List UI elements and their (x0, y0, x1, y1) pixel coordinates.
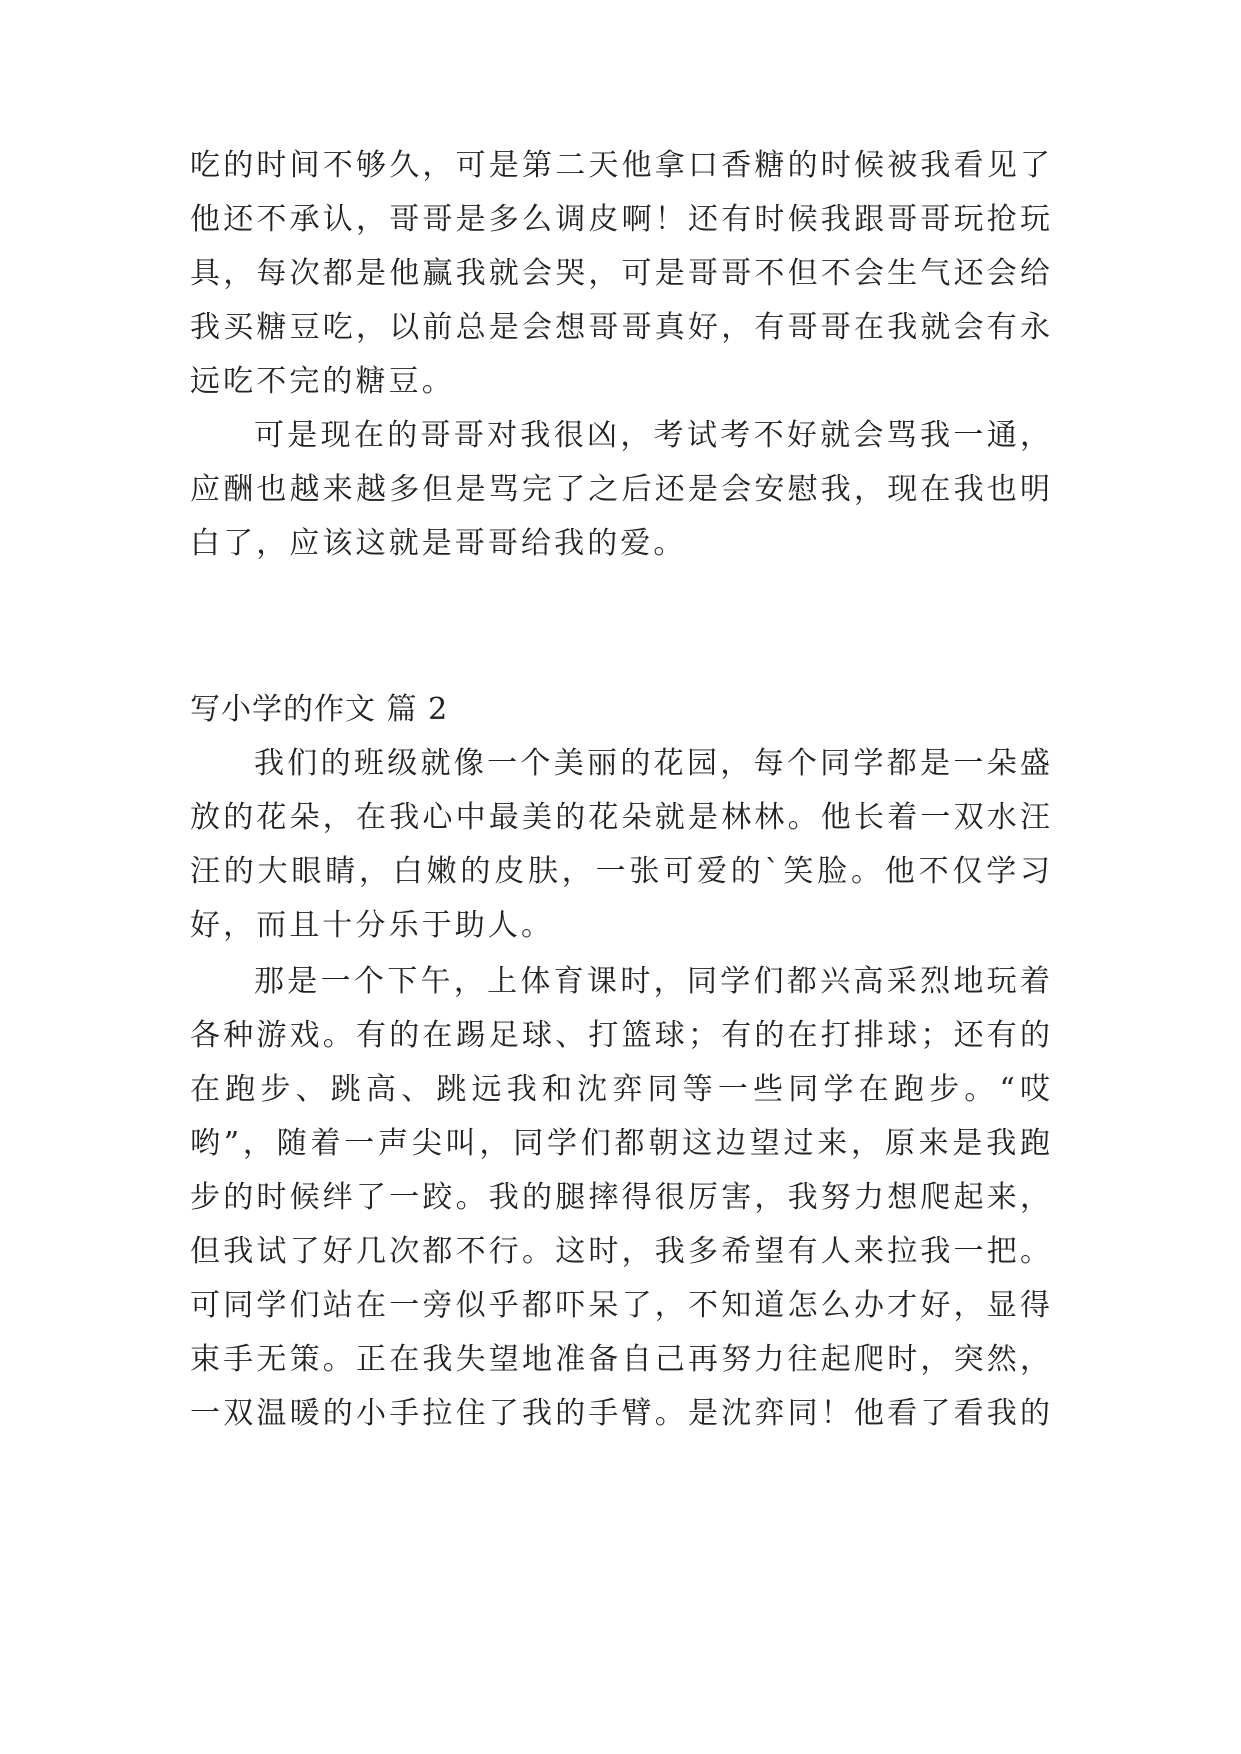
text-line: 他还不承认，哥哥是多么调皮啊！还有时候我跟哥哥玩抢玩 (190, 202, 1050, 237)
text-line: 应酬也越来越多但是骂完了之后还是会安慰我，现在我也明 (190, 472, 1050, 507)
text-line: 可同学们站在一旁似乎都吓呆了，不知道怎么办才好，显得 (190, 1288, 1050, 1323)
text-line: 具，每次都是他赢我就会哭，可是哥哥不但不会生气还会给 (190, 256, 1050, 291)
text-line: 远吃不完的糖豆。 (190, 364, 455, 399)
text-line: 在跑步、跳高、跳远我和沈弈同等一些同学在跑步。“哎 (190, 1072, 1050, 1107)
text-line: 步的时候绊了一跤。我的腿摔得很厉害，我努力想爬起来， (190, 1180, 1050, 1215)
text-line: 吃的时间不够久，可是第二天他拿口香糖的时候被我看见了 (190, 148, 1050, 183)
text-line: 汪的大眼睛，白嫩的皮肤，一张可爱的`笑脸。他不仅学习 (190, 854, 1050, 889)
text-line: 那是一个下午，上体育课时，同学们都兴高采烈地玩着 (254, 964, 1050, 999)
text-line: 束手无策。正在我失望地准备自己再努力往起爬时，突然， (190, 1342, 1050, 1377)
text-line: 我买糖豆吃，以前总是会想哥哥真好，有哥哥在我就会有永 (190, 310, 1050, 345)
text-line: 白了，应该这就是哥哥给我的爱。 (190, 526, 687, 561)
text-line: 各种游戏。有的在踢足球、打篮球；有的在打排球；还有的 (190, 1018, 1050, 1053)
text-line: 我们的班级就像一个美丽的花园，每个同学都是一朵盛 (254, 746, 1050, 781)
section-heading: 写小学的作文 篇 2 (190, 692, 449, 727)
text-line: 可是现在的哥哥对我很凶，考试考不好就会骂我一通， (254, 418, 1050, 453)
text-line: 放的花朵，在我心中最美的花朵就是林林。他长着一双水汪 (190, 800, 1050, 835)
text-line: 哟”，随着一声尖叫，同学们都朝这边望过来，原来是我跑 (190, 1126, 1050, 1161)
text-line: 但我试了好几次都不行。这时，我多希望有人来拉我一把。 (190, 1234, 1050, 1269)
text-line: 一双温暖的小手拉住了我的手臂。是沈弈同！他看了看我的 (190, 1396, 1050, 1431)
text-line: 好，而且十分乐于助人。 (190, 908, 555, 943)
